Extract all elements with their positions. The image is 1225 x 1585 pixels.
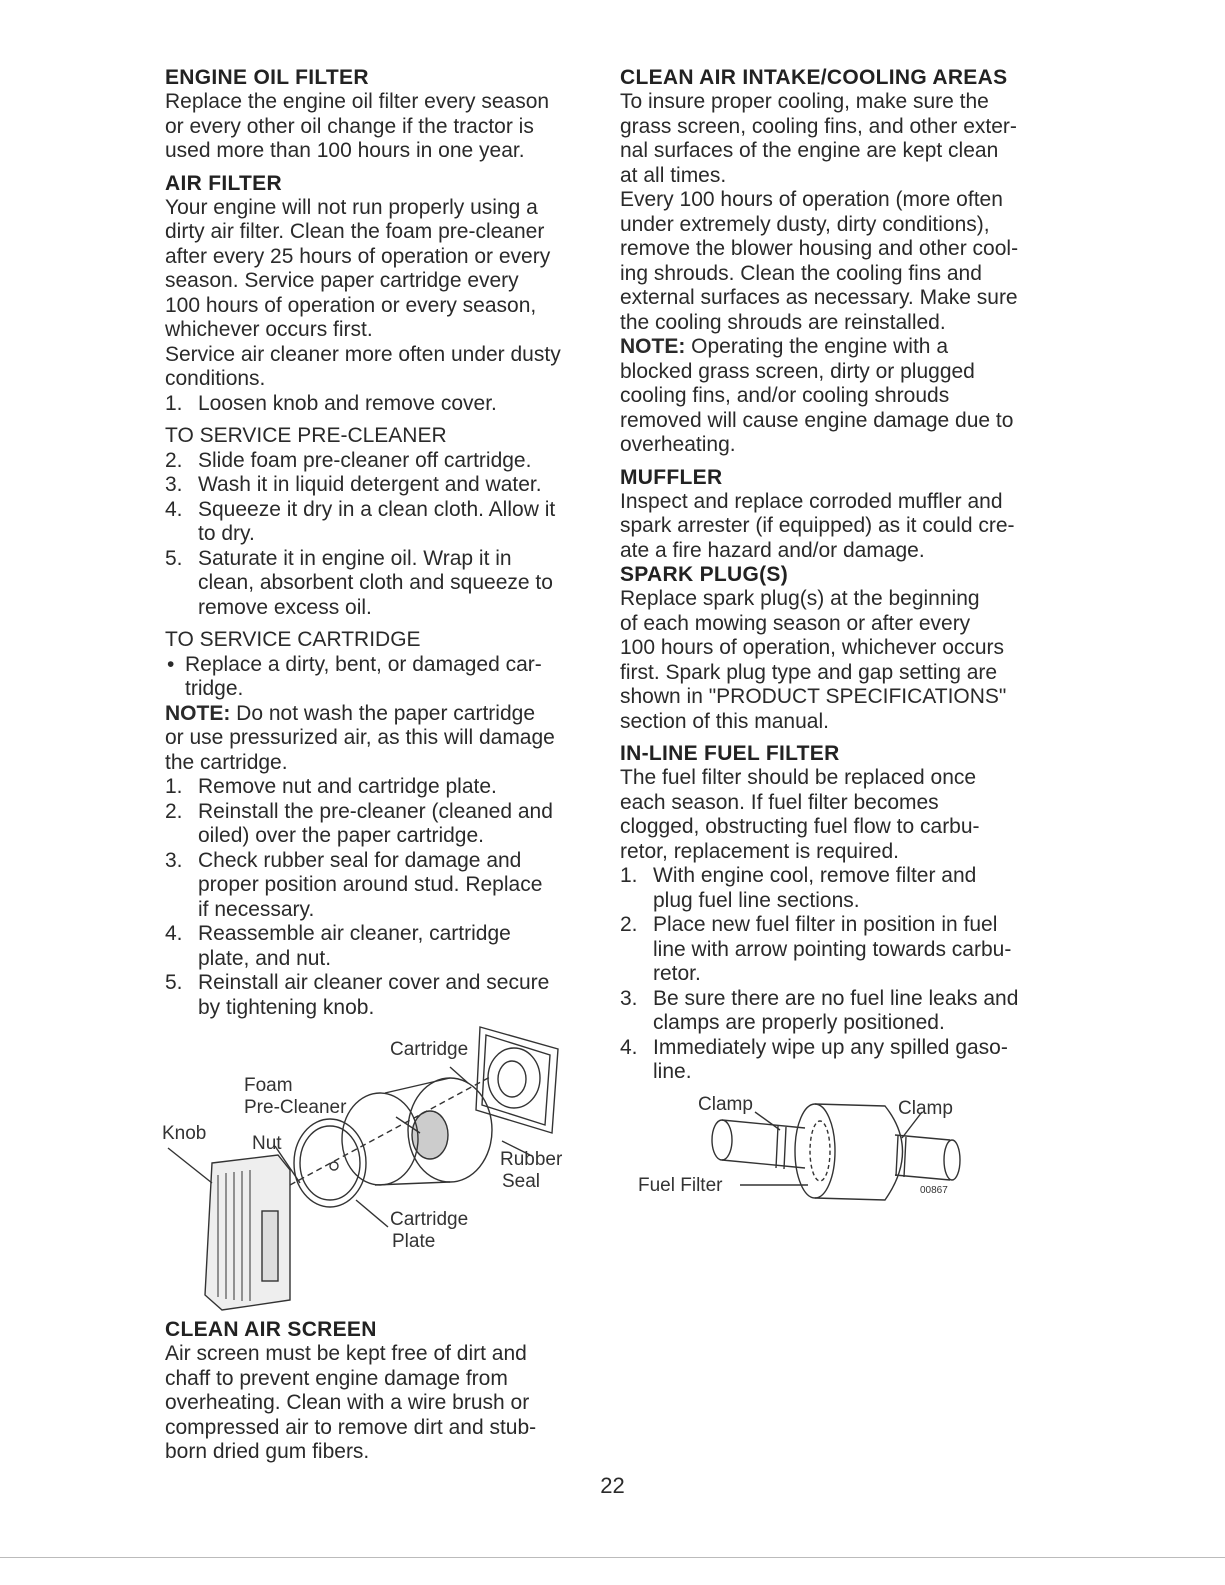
clamp-left-label: Clamp [698,1094,753,1115]
step-text: plug fuel line sections. [653,888,860,912]
text-line: 100 hours of operation or every season, [165,293,537,317]
step-number: 5. [165,971,183,994]
step-text: proper position around stud. Replace [198,873,543,896]
text-line: after every 25 hours of operation or every [165,244,551,268]
cartridge-plate-label-line2: Plate [392,1231,436,1252]
text-line: Service air cleaner more often under dusty [165,342,561,366]
step-text: Remove nut and cartridge plate. [198,775,497,798]
step-text: Reinstall air cleaner cover and secure [198,971,550,994]
air-filter-text [165,196,595,392]
text-line: 100 hours of operation, whichever occurs [620,636,1005,659]
step-text: Wash it in liquid detergent and water. [198,473,542,496]
step-number: 2. [165,448,183,472]
list-item [165,849,595,923]
seal-label: Seal [502,1171,541,1192]
knob-leader-line [168,1148,212,1183]
list-item [165,449,595,474]
text-line: used more than 100 hours in one year. [165,139,525,162]
text-line: Your engine will not run properly using a [165,195,538,219]
air-intake-text-1 [620,90,1060,188]
step-text: Loosen knob and remove cover. [198,391,497,415]
pre-cleaner-subheading: TO SERVICE PRE-CLEANER [165,424,447,447]
fuel-line-left-end [712,1120,732,1160]
fuel-filter-text [620,766,1060,864]
step-number: 4. [165,497,183,521]
bullet-text: Replace a dirty, bent, or damaged car- [185,652,542,676]
step-text: Immediately wipe up any spilled gaso- [653,1035,1008,1059]
step-text: Place new fuel filter in position in fuel [653,913,998,936]
step-number: 1. [620,864,638,887]
note-label: NOTE: [165,701,231,725]
text-line: the cooling shrouds are reinstalled. [620,310,946,334]
step-text: line with arrow pointing towards carbu- [653,937,1012,961]
text-line: retor, replacement is required. [620,839,899,863]
text-line: Air screen must be kept free of dirt and [165,1342,527,1365]
text-line: or use pressurized air, as this will damage [165,726,555,749]
engine-oil-filter-text [165,90,595,164]
spark-plug-heading: SPARK PLUG(S) [620,563,789,586]
step-text: Slide foam pre-cleaner off cartridge. [198,448,532,472]
step-text: line. [653,1060,692,1083]
text-line: compressed air to remove dirt and stub- [165,1415,537,1439]
text-line: each season. If fuel filter becomes [620,790,939,814]
air-intake-text-2 [620,188,1060,335]
step-text: Check rubber seal for damage and [198,848,522,872]
text-line: nal surfaces of the engine are kept clean [620,139,999,162]
step-text: to dry. [198,522,255,545]
air-intake-heading: CLEAN AIR INTAKE/COOLING AREAS [620,66,1008,89]
engine-oil-filter-heading: ENGINE OIL FILTER [165,66,369,89]
text-line: Do not wash the paper cartridge [230,701,536,725]
list-item [620,987,1060,1036]
cartridge-plate-leader-line [356,1200,388,1227]
air-filter-exploded-diagram [150,1015,590,1320]
text-line: conditions. [165,367,266,390]
cover-badge [262,1211,278,1281]
step-text: plate, and nut. [198,946,332,970]
clamp-left-shape [776,1126,786,1169]
text-line: or every other oil change if the tractor is [165,114,534,138]
fuel-filter-heading: IN-LINE FUEL FILTER [620,742,840,765]
step-text: clamps are properly positioned. [653,1011,945,1034]
step-text: With engine cool, remove filter and [653,864,977,887]
text-line: at all times. [620,163,727,187]
air-filter-heading: AIR FILTER [165,171,282,195]
text-line: chaff to prevent engine damage from [165,1366,508,1390]
clamp-right-shape [896,1136,906,1177]
list-item [165,800,595,849]
clamp-left-leader-line [755,1112,780,1130]
spark-plug-text [620,587,1060,734]
step-text: clean, absorbent cloth and squeeze to [198,571,553,594]
step-text: if necessary. [198,897,315,921]
fuel-filter-label: Fuel Filter [638,1175,723,1196]
step-text: Be sure there are no fuel line leaks and [653,986,1019,1010]
text-line: Inspect and replace corroded muffler and [620,489,1003,513]
list-item [165,498,595,547]
text-line: clogged, obstructing fuel flow to carbu- [620,815,980,838]
right-column [620,66,1060,1085]
text-line: section of this manual. [620,709,829,733]
fuel-line-left [722,1120,805,1168]
text-line: overheating. [620,433,736,456]
list-item [165,473,595,498]
clamp-right-label: Clamp [898,1098,953,1119]
muffler-heading: MUFFLER [620,465,723,489]
text-line: season. Service paper cartridge every [165,269,519,292]
text-line: under extremely dusty, dirty conditions), [620,212,990,236]
step-number: 1. [165,391,183,415]
step-text: by tightening knob. [198,995,375,1019]
foam-label: Foam [244,1075,293,1096]
pre-cleaner-label: Pre-Cleaner [244,1097,347,1118]
step-text: Saturate it in engine oil. Wrap it in [198,546,512,570]
spark-plug-section [620,563,1060,734]
step-number: 3. [620,986,638,1010]
step-text: retor. [653,962,701,985]
nut-shape [330,1162,338,1170]
text-line: remove the blower housing and other cool- [620,237,1019,260]
cartridge-bullets [165,653,595,702]
text-line: grass screen, cooling fins, and other exter- [620,114,1017,138]
text-line: Replace the engine oil filter every season [165,90,550,113]
step-text: Reinstall the pre-cleaner (cleaned and [198,799,553,823]
fuel-filter-diagram [630,1090,970,1210]
text-line: of each mowing season or after every [620,611,971,635]
fuel-filter-left-cap [795,1104,835,1198]
figure-code: 00867 [920,1185,948,1196]
fuel-line-right [895,1135,950,1180]
bottom-divider [0,1557,1225,1558]
text-line: first. Spark plug type and gap setting are [620,660,998,684]
pre-cleaner-steps [165,449,595,621]
clean-air-screen-section [165,1318,595,1465]
page-number: 22 [600,1473,625,1498]
fuel-filter-section [620,742,1060,1085]
text-line: shown in "PRODUCT SPECIFICATIONS" [620,685,1007,708]
bullet-text: tridge. [185,677,244,700]
step-text: Squeeze it dry in a clean cloth. Allow it [198,497,556,521]
list-item [620,913,1060,987]
text-line: cooling fins, and/or cooling shrouds [620,384,950,407]
text-line: spark arrester (if equipped) as it could cre- [620,514,1015,537]
step-text: remove excess oil. [198,595,372,619]
bullet-mark: • [167,652,175,676]
list-item [165,392,595,417]
list-item [165,653,595,702]
cartridge-note [165,702,595,776]
step-text: Reassemble air cleaner, cartridge [198,922,511,945]
cartridge-subheading: TO SERVICE CARTRIDGE [165,628,421,651]
left-column [165,66,595,1020]
list-item [165,775,595,800]
text-line: external surfaces as necessary. Make sure [620,286,1018,309]
list-item [165,971,595,1020]
text-line: Every 100 hours of operation (more often [620,188,1003,211]
cartridge-base-hub [498,1061,526,1097]
text-line: the cartridge. [165,750,288,774]
step-text: oiled) over the paper cartridge. [198,824,484,847]
air-intake-section [620,66,1060,458]
cartridge-plate-label-line1: Cartridge [390,1209,469,1230]
text-line: Operating the engine with a [685,335,949,358]
cartridge-leader-line [450,1067,468,1083]
text-line: born dried gum fibers. [165,1440,370,1463]
fuel-filter-steps [620,864,1060,1085]
text-line: To insure proper cooling, make sure the [620,90,989,113]
step-number: 2. [620,913,638,936]
note-label: NOTE: [620,335,686,358]
clean-air-screen-heading: CLEAN AIR SCREEN [165,1318,377,1341]
list-item [165,547,595,621]
text-line: dirty air filter. Clean the foam pre-cleaner [165,220,545,243]
clean-air-screen-text [165,1342,595,1465]
cartridge-label: Cartridge [390,1039,469,1060]
step-number: 3. [165,848,183,872]
step-number: 2. [165,799,183,823]
air-filter-step-1 [165,392,595,417]
text-line: ing shrouds. Clean the cooling fins and [620,261,982,285]
engine-oil-filter-section [165,66,595,164]
muffler-section [620,466,1060,564]
muffler-text [620,490,1060,564]
text-line: removed will cause engine damage due to [620,408,1014,432]
step-number: 4. [165,922,183,945]
text-line: whichever occurs first. [165,318,373,341]
step-number: 1. [165,775,183,798]
text-line: overheating. Clean with a wire brush or [165,1391,530,1414]
nut-label: Nut [252,1133,282,1154]
text-line: Replace spark plug(s) at the beginning [620,587,980,610]
cartridge-base-ring [488,1048,540,1108]
step-number: 4. [620,1035,638,1059]
list-item [620,864,1060,913]
air-intake-note [620,335,1060,458]
list-item [165,922,595,971]
air-filter-section [165,172,595,1021]
text-line: The fuel filter should be replaced once [620,766,977,789]
step-number: 3. [165,473,183,496]
fuel-filter-inner [810,1121,830,1181]
fuel-line-right-end [944,1140,960,1180]
text-line: ate a fire hazard and/or damage. [620,538,925,562]
rubber-label: Rubber [500,1149,563,1170]
step-number: 5. [165,546,183,570]
list-item [620,1036,1060,1085]
assembly-axis-line [290,1077,490,1185]
text-line: blocked grass screen, dirty or plugged [620,359,975,383]
cartridge-steps [165,775,595,1020]
knob-label: Knob [162,1123,207,1144]
